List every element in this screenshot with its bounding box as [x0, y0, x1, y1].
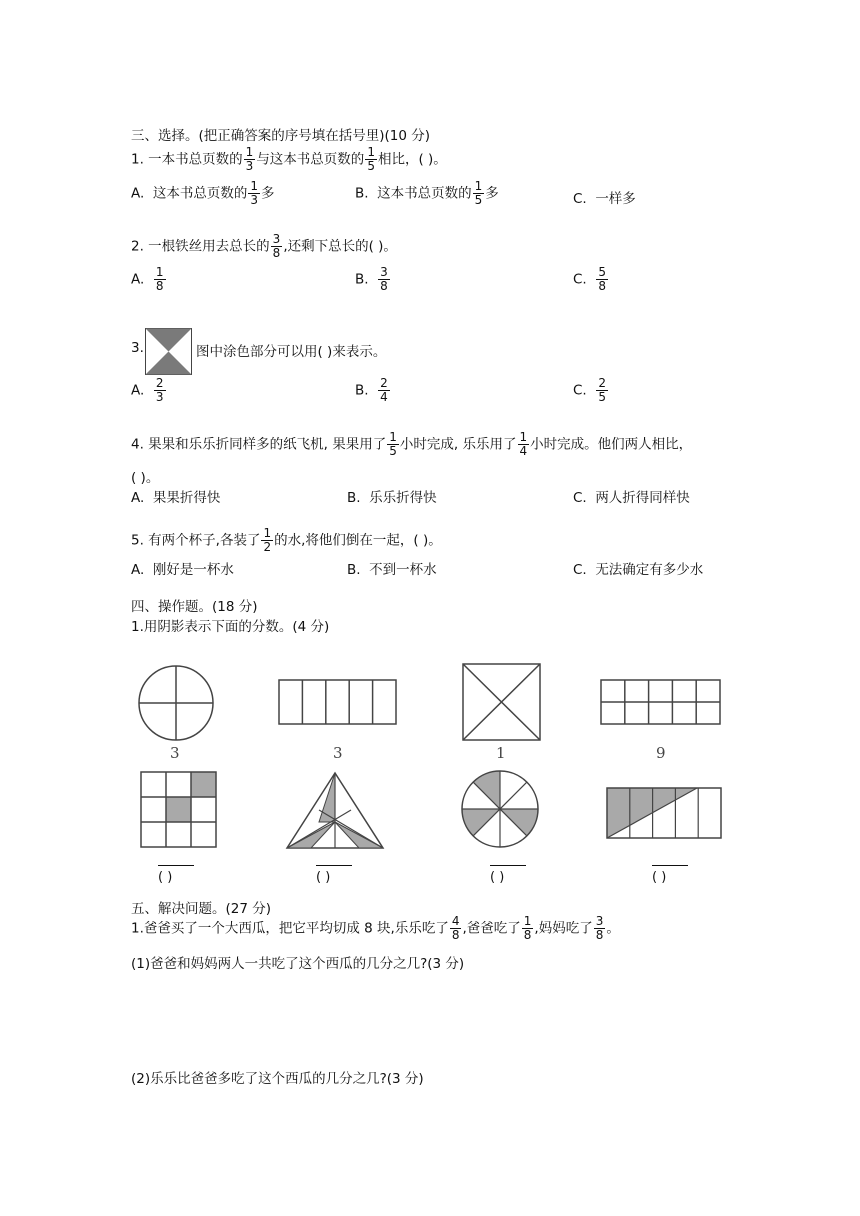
- rect-diagonal-shaded-figure: [605, 786, 723, 840]
- fraction-answer-blank-1[interactable]: ( ): [158, 854, 194, 885]
- shape-number-3: 1: [496, 744, 506, 762]
- q1-mid: 与这本书总页数的: [256, 151, 365, 168]
- q5-option-a[interactable]: A. 刚好是一杯水: [131, 562, 234, 578]
- q3-option-c[interactable]: C. $\frac{2}{5}$: [573, 376, 606, 404]
- fraction-bar-4: [652, 865, 688, 866]
- shape-number-4: 9: [656, 744, 666, 762]
- circle-eighths-shaded-figure: [460, 769, 540, 849]
- q3-shaded-square-figure: [145, 328, 192, 375]
- q1-option-c[interactable]: C. 一样多: [573, 191, 636, 207]
- square-diagonals-figure[interactable]: [462, 663, 542, 741]
- shape-number-2: 3: [333, 744, 343, 762]
- section5-q1-stem: 1.爸爸买了一个大西瓜，把它平均切成 8 块,乐乐吃了 $\frac{4}{8}$ ,爸爸吃了 $\frac{1}{8}$ ,妈妈吃了 $\frac{3}{8}$ 。: [131, 914, 620, 942]
- q1-option-b[interactable]: B. 这本书总页数的 $\frac{1}{5}$ 多: [355, 179, 499, 207]
- q1-option-a[interactable]: A. 这本书总页数的 $\frac{1}{3}$ 多: [131, 179, 275, 207]
- q1-post: 相比，( )。: [377, 151, 447, 168]
- section3-title: 三、选择。(把正确答案的序号填在括号里)(10 分): [131, 128, 431, 144]
- q2-fraction: $\frac{3}{8}$: [272, 232, 281, 260]
- section4-title: 四、操作题。(18 分): [131, 599, 258, 615]
- fraction-bar-2: [316, 865, 352, 866]
- q4-option-c[interactable]: C. 两人折得同样快: [573, 490, 690, 506]
- section5-sub2: (2)乐乐比爸爸多吃了这个西瓜的几分之几?(3 分): [131, 1071, 424, 1087]
- fraction-bar-3: [490, 865, 526, 866]
- shape-number-1: 3: [170, 744, 180, 762]
- q5-stem: 5. 有两个杯子,各装了 $\frac{1}{2}$ 的水,将他们倒在一起，( )。: [131, 526, 442, 554]
- q4-option-a[interactable]: A. 果果折得快: [131, 490, 221, 506]
- fraction-bar-1: [158, 865, 194, 866]
- section5-sub1: (1)爸爸和妈妈两人一共吃了这个西瓜的几分之几?(3 分): [131, 956, 465, 972]
- grid-2x5-figure[interactable]: [600, 679, 722, 726]
- fraction-answer-blank-3[interactable]: ( ): [490, 854, 526, 885]
- q3-number: 3.: [131, 340, 144, 356]
- q3-option-b[interactable]: B. $\frac{2}{4}$: [355, 376, 388, 404]
- q3-text: 图中涂色部分可以用( )来表示。: [196, 344, 387, 360]
- q3-option-a[interactable]: A. $\frac{2}{3}$: [131, 376, 164, 404]
- q1-stem: [131, 146, 447, 173]
- q4-answer-blank[interactable]: ( )。: [131, 470, 160, 486]
- section5-title: 五、解决问题。(27 分): [131, 901, 272, 917]
- q4-option-b[interactable]: B. 乐乐折得快: [347, 490, 437, 506]
- fraction-answer-blank-2[interactable]: ( ): [316, 854, 352, 885]
- grid-3x3-shaded-figure: [140, 771, 218, 849]
- q5-option-c[interactable]: C. 无法确定有多少水: [573, 562, 704, 578]
- q2-option-c[interactable]: C. $\frac{5}{8}$: [573, 265, 606, 293]
- q1-fraction-1: $\frac{1}{3}$: [245, 145, 254, 173]
- q5-option-b[interactable]: B. 不到一杯水: [347, 562, 437, 578]
- q2-option-b[interactable]: B. $\frac{3}{8}$: [355, 265, 388, 293]
- q2-stem: 2. 一根铁丝用去总长的 $\frac{3}{8}$ ,还剩下总长的( )。: [131, 232, 397, 260]
- rect-fifths-figure[interactable]: [278, 679, 398, 726]
- fraction-answer-blank-4[interactable]: ( ): [652, 854, 688, 885]
- circle-quarters-figure[interactable]: [137, 664, 215, 742]
- q4-stem: 4. 果果和乐乐折同样多的纸飞机, 果果用了 $\frac{1}{5}$ 小时完成, 乐乐用了 $\frac{1}{4}$ 小时完成。他们两人相比，: [131, 430, 693, 458]
- q2-option-a[interactable]: A. $\frac{1}{8}$: [131, 265, 164, 293]
- section4-q1: 1.用阴影表示下面的分数。(4 分): [131, 619, 330, 635]
- triangle-shaded-figure: [285, 772, 385, 850]
- q1-pre: 1. 一本书总页数的: [131, 151, 243, 168]
- q1-fraction-2: $\frac{1}{5}$: [367, 145, 375, 173]
